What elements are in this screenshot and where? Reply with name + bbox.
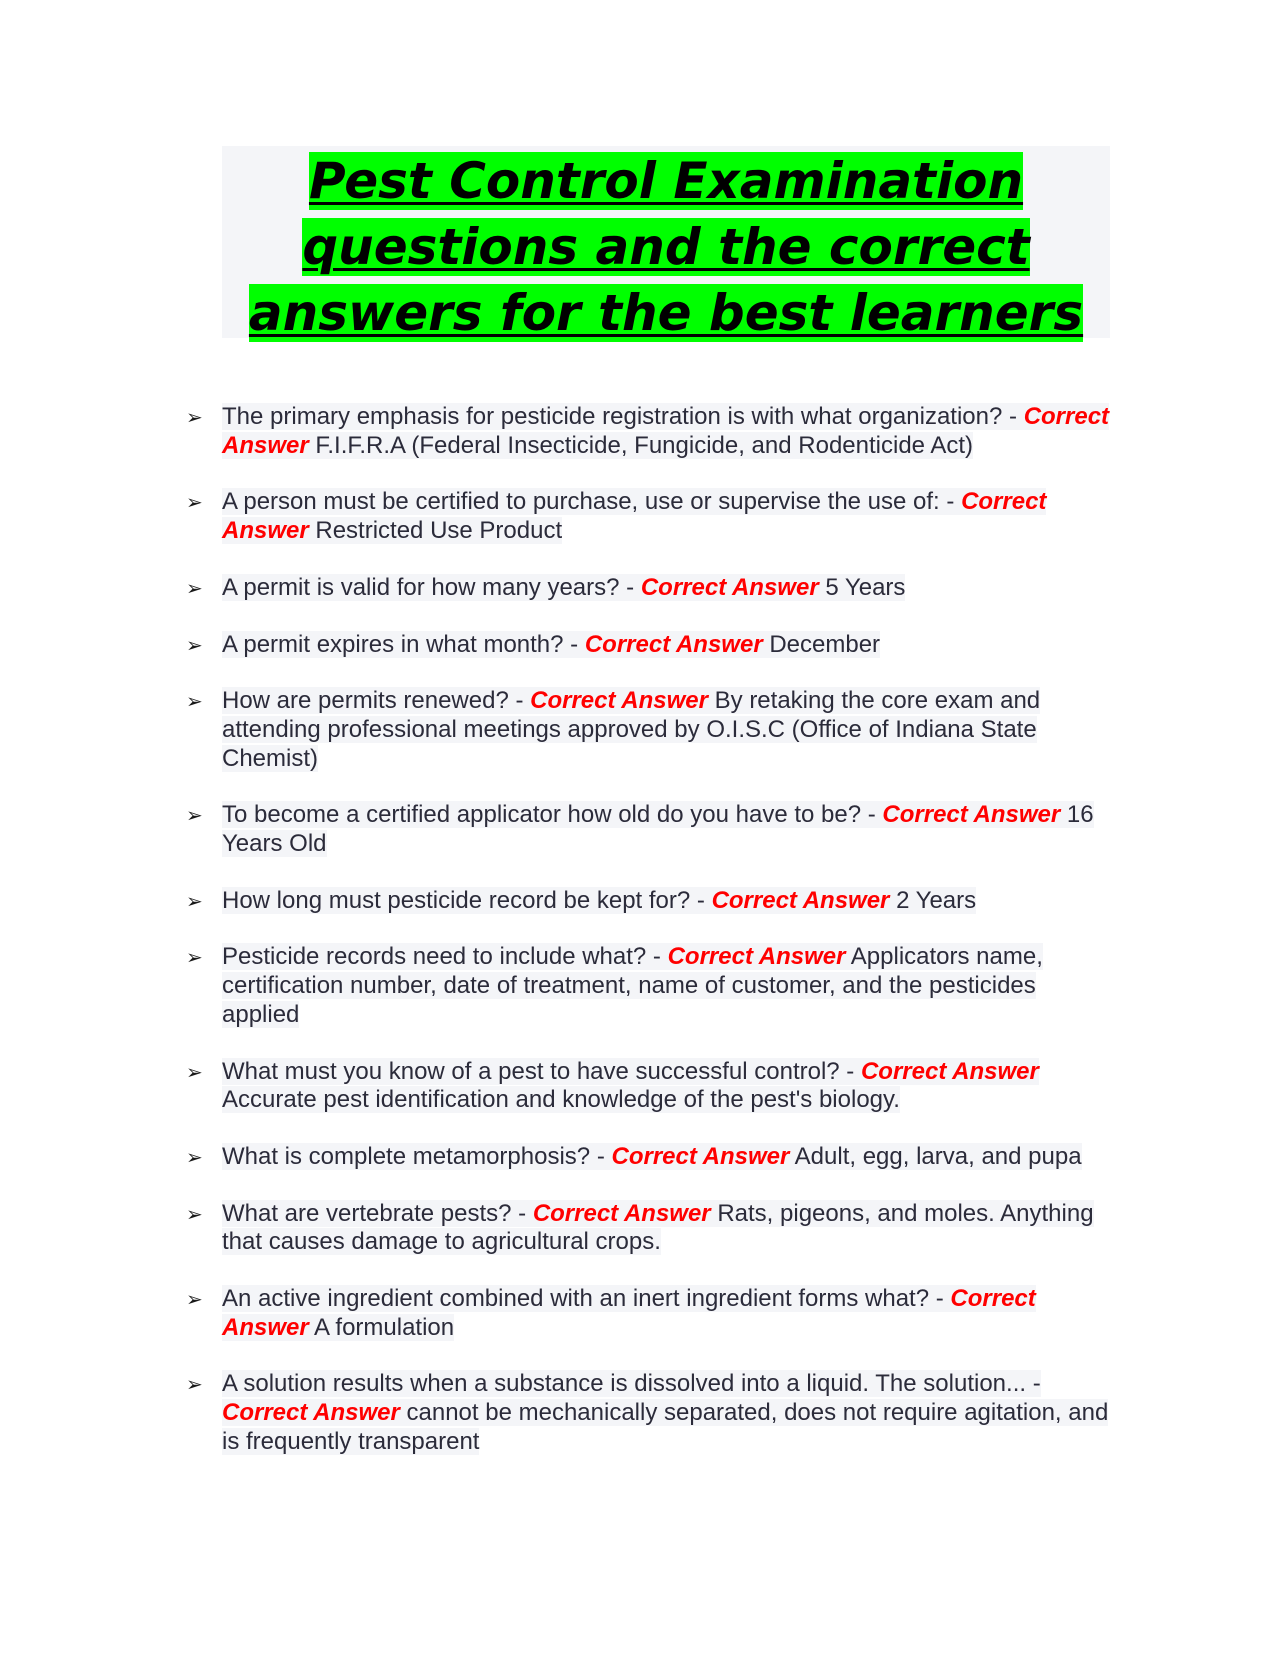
title-line-1: Pest Control Examination — [308, 152, 1024, 210]
correct-answer-label: Correct Answer — [222, 1399, 400, 1427]
qa-item — [184, 943, 1114, 1029]
answer-text: 5 Years — [818, 573, 906, 601]
arrow-bullet-icon: ➢ — [186, 632, 203, 657]
qa-text — [222, 403, 1109, 459]
answer-text: Accurate pest identification and knowledge of the pest's biology. — [222, 1086, 900, 1114]
question-text: What are vertebrate pests? - — [222, 1199, 533, 1227]
qa-item — [184, 687, 1114, 773]
answer-text: A formulation — [308, 1313, 455, 1341]
correct-answer-label: Correct Answer — [667, 943, 846, 971]
qa-text — [222, 1370, 1108, 1454]
answer-text: cannot be mechanically separated, does not require agitation, and is frequently transparent — [222, 1399, 1109, 1455]
question-text: What is complete metamorphosis? - — [222, 1142, 612, 1170]
qa-text — [222, 631, 880, 658]
arrow-bullet-icon: ➢ — [186, 490, 203, 515]
answer-text: By retaking the core exam and attending professional meetings approved by O.I.S.C (Office of Indiana State Chemist) — [222, 687, 1041, 772]
question-text: How are permits renewed? - — [222, 687, 531, 715]
question-text: The primary emphasis for pesticide registration is with what organization? - — [222, 403, 1024, 430]
arrow-bullet-icon: ➢ — [186, 945, 203, 970]
question-text: A person must be certified to purchase, use or supervise the use of: - — [222, 488, 962, 516]
arrow-bullet-icon: ➢ — [186, 1144, 203, 1169]
answer-text: Restricted Use Product — [308, 517, 563, 545]
qa-text — [222, 1058, 1039, 1114]
arrow-bullet-icon: ➢ — [186, 1287, 203, 1312]
question-text: How long must pesticide record be kept for? - — [222, 886, 712, 914]
qa-text — [222, 1143, 1082, 1170]
question-text: A permit is valid for how many years? - — [222, 573, 641, 601]
title-line-3: answers for the best learners — [248, 284, 1084, 342]
qa-text — [222, 574, 905, 601]
qa-text — [222, 943, 1043, 1027]
answer-text: F.I.F.R.A (Federal Insecticide, Fungicide, and Rodenticide Act) — [308, 431, 974, 459]
qa-item — [184, 1285, 1114, 1342]
qa-item — [184, 403, 1114, 460]
answer-text: Adult, egg, larva, and pupa — [789, 1142, 1082, 1170]
arrow-bullet-icon: ➢ — [186, 1201, 203, 1226]
arrow-bullet-icon: ➢ — [186, 689, 203, 714]
qa-item — [184, 1058, 1114, 1115]
title-block — [222, 146, 1110, 342]
correct-answer-label: Correct Answer — [222, 403, 1110, 459]
title-line-2: questions and the correct — [302, 218, 1030, 276]
qa-text — [222, 1200, 1094, 1256]
question-text: A solution results when a substance is dissolved into a liquid. The solution... - — [222, 1370, 1041, 1398]
document-title — [222, 146, 1110, 346]
qa-item — [184, 1143, 1114, 1172]
correct-answer-label: Correct Answer — [584, 630, 763, 658]
correct-answer-label: Correct Answer — [611, 1142, 790, 1170]
question-text: What must you know of a pest to have successful control? - — [222, 1057, 861, 1085]
answer-text: December — [762, 630, 881, 658]
correct-answer-label: Correct Answer — [222, 1285, 1036, 1341]
answer-text: 2 Years — [889, 886, 977, 914]
qa-text — [222, 687, 1040, 771]
correct-answer-label: Correct Answer — [530, 687, 708, 715]
arrow-bullet-icon: ➢ — [186, 1372, 203, 1397]
qa-item — [184, 488, 1114, 545]
qa-text — [222, 887, 976, 914]
question-text: A permit expires in what month? - — [222, 630, 585, 658]
qa-item — [184, 1200, 1114, 1257]
answer-text: 16 Years Old — [222, 801, 1094, 858]
qa-text — [222, 1285, 1036, 1341]
correct-answer-label: Correct Answer — [711, 886, 890, 914]
correct-answer-label: Correct Answer — [640, 573, 819, 601]
arrow-bullet-icon: ➢ — [186, 888, 203, 913]
answer-text: Applicators name, certification number, date of treatment, name of customer, and the pesticides applied — [222, 943, 1043, 1028]
correct-answer-label: Correct Answer — [860, 1057, 1039, 1085]
qa-item — [184, 574, 1114, 603]
qa-text — [222, 488, 1046, 544]
arrow-bullet-icon: ➢ — [186, 405, 203, 429]
qa-text — [222, 801, 1094, 857]
correct-answer-label: Correct Answer — [532, 1199, 711, 1227]
correct-answer-label: Correct Answer — [882, 801, 1061, 829]
question-text: To become a certified applicator how old do you have to be? - — [222, 801, 883, 829]
answer-text: Rats, pigeons, and moles. Anything that causes damage to agricultural crops. — [222, 1199, 1094, 1256]
qa-item — [184, 1370, 1114, 1456]
qa-item — [184, 631, 1114, 660]
qa-list — [184, 403, 1114, 1485]
arrow-bullet-icon: ➢ — [186, 1059, 203, 1084]
question-text: Pesticide records need to include what? - — [222, 943, 668, 971]
arrow-bullet-icon: ➢ — [186, 803, 203, 828]
arrow-bullet-icon: ➢ — [186, 575, 203, 600]
qa-item — [184, 801, 1114, 858]
qa-item — [184, 887, 1114, 916]
correct-answer-label: Correct Answer — [222, 488, 1047, 545]
question-text: An active ingredient combined with an inert ingredient forms what? - — [222, 1285, 951, 1313]
